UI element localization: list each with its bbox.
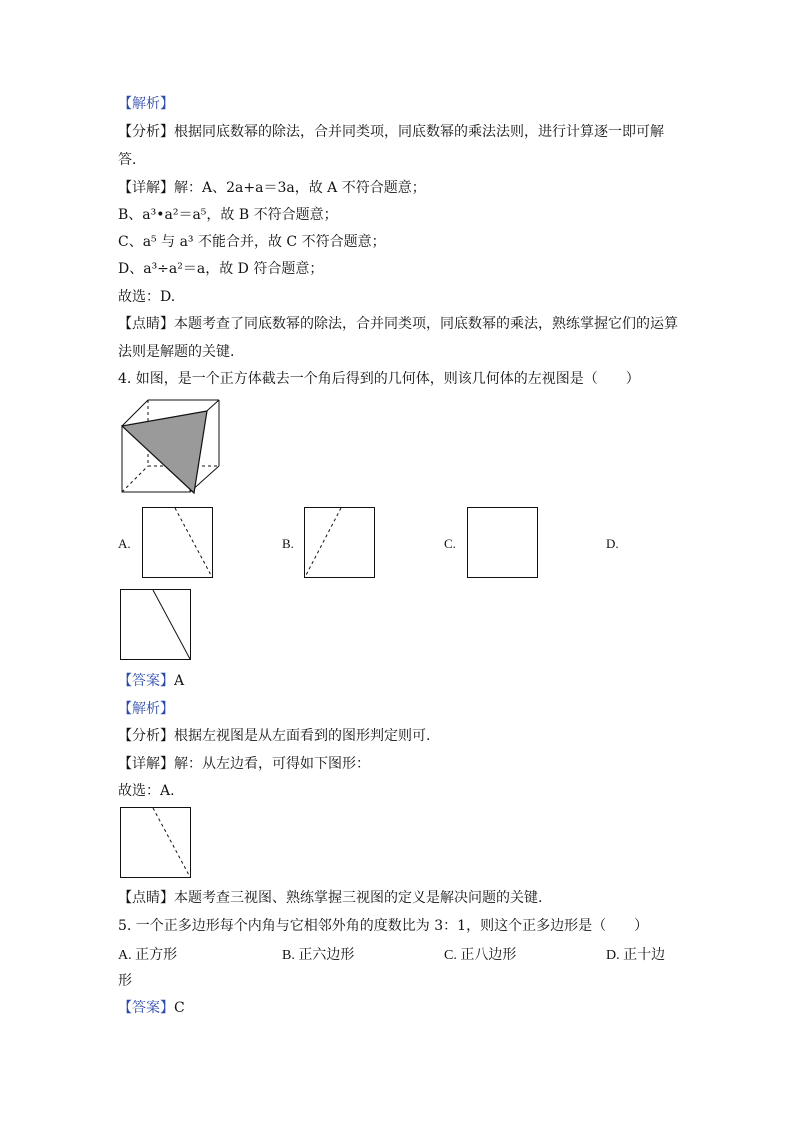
- comment-line-1: [118, 315, 678, 333]
- q5-option-a: A. 正方形: [118, 948, 178, 963]
- q5-answer: C: [174, 1000, 185, 1016]
- detail-line-d: D、a³÷a²＝a，故 D 符合题意；: [118, 261, 324, 277]
- q5-option-c: C. 正八边形: [444, 948, 517, 963]
- option-d-figure: [120, 589, 192, 661]
- q4-comment-line: [118, 889, 542, 907]
- q4-answer-label: 【答案】: [118, 673, 174, 689]
- q5-option-b: B. 正六边形: [282, 948, 355, 963]
- left-view-dashed-line: [153, 808, 190, 877]
- option-b-square: [305, 508, 375, 578]
- q4-choose-line: 故选：A.: [118, 783, 175, 799]
- option-c-figure: [467, 507, 539, 579]
- option-d-label: D.: [606, 536, 619, 551]
- analysis-line-1: [118, 123, 664, 141]
- analysis-label: 【分析】: [118, 124, 174, 140]
- detail-line-c: C、a⁵ 与 a³ 不能合并，故 C 不符合题意；: [118, 234, 386, 250]
- q4-detail-line: [118, 755, 370, 773]
- q4-detail-text: 解：从左边看，可得如下图形：: [174, 756, 370, 772]
- cut-triangle: [122, 411, 207, 493]
- option-a-label: A.: [118, 536, 131, 551]
- analysis-text: 根据同底数幂的除法，合并同类项，同底数幂的乘法法则，进行计算逐一即可解: [174, 124, 664, 140]
- choose-line: 故选：D.: [118, 289, 176, 305]
- cube-cut-figure: [118, 396, 224, 498]
- option-c-square: [468, 508, 538, 578]
- jiexi-tag: 【解析】: [118, 96, 174, 112]
- q4-analysis-label: 【分析】: [118, 728, 174, 744]
- left-view-square: [121, 808, 191, 878]
- analysis-line-2: 答.: [118, 152, 137, 168]
- detail-label: 【详解】: [118, 180, 174, 196]
- detail-text-a: 解：A、2a+a＝3a，故 A 不符合题意；: [174, 180, 426, 196]
- left-view-answer-figure: [120, 807, 192, 879]
- detail-line-b: B、a³•a²＝a⁵，故 B 不符合题意；: [118, 207, 338, 223]
- comment-text: 本题考查了同底数幂的除法，合并同类项，同底数幂的乘法，熟练掌握它们的运算: [174, 316, 678, 332]
- option-a-figure: [142, 507, 214, 579]
- cube-hidden-depth-edge: [122, 466, 148, 492]
- q5-option-d-wrap: 形: [118, 973, 132, 989]
- option-d-square: [121, 590, 191, 660]
- option-b-figure: [304, 507, 376, 579]
- q5-answer-label: 【答案】: [118, 1000, 174, 1016]
- q4-comment-text: 本题考查三视图、熟练掌握三视图的定义是解决问题的关键.: [174, 890, 543, 906]
- comment-line-2: 法则是解题的关键.: [118, 344, 235, 360]
- option-a-square: [143, 508, 213, 578]
- question-5: 5. 一个正多边形每个内角与它相邻外角的度数比为 3：1，则这个正多边形是（ ）: [118, 918, 649, 934]
- q4-jiexi-tag: 【解析】: [118, 701, 174, 717]
- option-b-label: B.: [282, 536, 294, 551]
- option-d-solid-line: [153, 590, 190, 659]
- q4-answer: A: [174, 673, 185, 689]
- question-4: 4. 如图，是一个正方体截去一个角后得到的几何体，则该几何体的左视图是（ ）: [118, 371, 640, 387]
- q5-option-d: D. 正十边: [606, 948, 666, 963]
- q4-answer-line: [118, 672, 184, 690]
- option-a-dashed-line: [175, 508, 212, 577]
- detail-line-a: [118, 179, 426, 197]
- q5-answer-line: [118, 999, 185, 1017]
- q4-analysis-text: 根据左视图是从左面看到的图形判定则可.: [174, 728, 431, 744]
- q4-detail-label: 【详解】: [118, 756, 174, 772]
- option-c-label: C.: [444, 536, 456, 551]
- comment-label: 【点睛】: [118, 316, 174, 332]
- q4-analysis-line: [118, 727, 430, 745]
- option-b-dashed-line: [305, 508, 341, 577]
- q4-comment-label: 【点睛】: [118, 890, 174, 906]
